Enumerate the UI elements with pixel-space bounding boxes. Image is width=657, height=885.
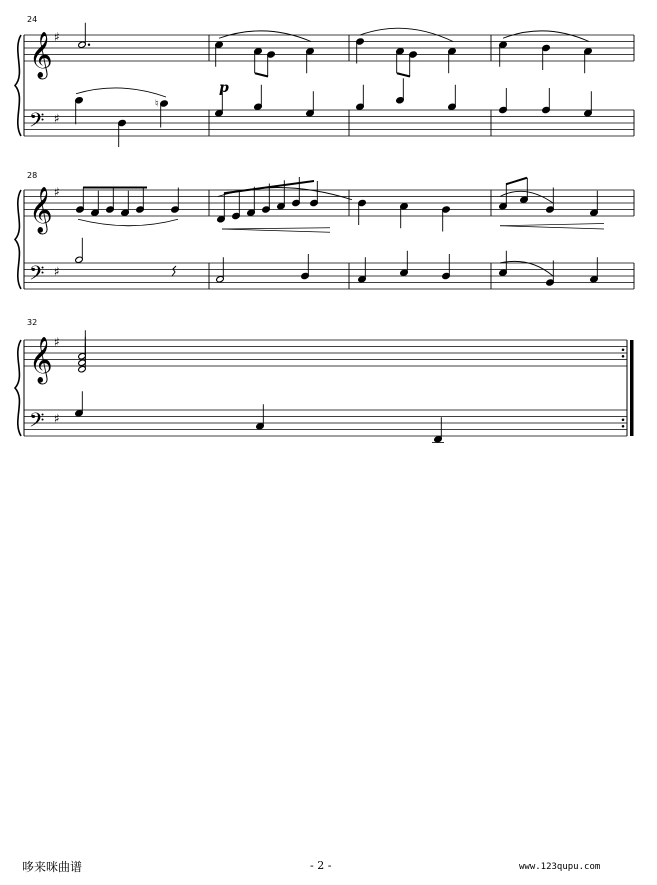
page-number: - 2 - (310, 859, 332, 872)
key-signature-sharp: ♯ (54, 411, 60, 426)
slur (503, 31, 589, 42)
slur (500, 261, 553, 276)
crescendo-hairpin (222, 229, 330, 232)
key-signature-sharp: ♯ (54, 29, 60, 44)
key-signature-sharp: ♯ (54, 264, 60, 279)
slur (78, 219, 178, 226)
beam (397, 73, 410, 76)
key-signature-sharp: ♯ (54, 334, 60, 349)
repeat-dot (622, 425, 625, 428)
measure-number-32: 32 (27, 318, 38, 327)
slur (218, 188, 352, 200)
diminuendo-hairpin (500, 224, 604, 226)
diminuendo-hairpin (500, 226, 604, 229)
key-signature-sharp: ♯ (54, 111, 60, 126)
repeat-dot (622, 348, 625, 351)
footer-site-name: 哆来咪曲谱 (22, 860, 83, 874)
brace (15, 35, 21, 136)
measure-number-24: 24 (27, 15, 38, 24)
dot (88, 44, 90, 46)
bass-clef: 𝄢 (29, 261, 45, 290)
beam (506, 178, 527, 185)
key-signature-sharp: ♯ (54, 184, 60, 199)
slur (219, 31, 311, 42)
footer-url: www.123qupu.com (519, 862, 601, 872)
quarter-rest (172, 266, 176, 276)
repeat-dot (622, 418, 625, 421)
treble-clef: 𝄞 (29, 337, 53, 383)
beam (255, 73, 268, 76)
final-barline-thick (630, 340, 634, 436)
bass-clef: 𝄢 (29, 108, 45, 137)
bass-clef: 𝄢 (29, 408, 45, 437)
brace (15, 340, 21, 436)
treble-clef: 𝄞 (29, 32, 53, 78)
brace (15, 190, 21, 289)
natural-sign: ♮ (155, 98, 159, 110)
treble-clef: 𝄞 (29, 187, 53, 233)
measure-number-28: 28 (27, 171, 38, 180)
slur (76, 88, 166, 97)
repeat-dot (622, 355, 625, 358)
dynamic-piano: p (219, 80, 229, 96)
crescendo-hairpin (222, 228, 330, 229)
